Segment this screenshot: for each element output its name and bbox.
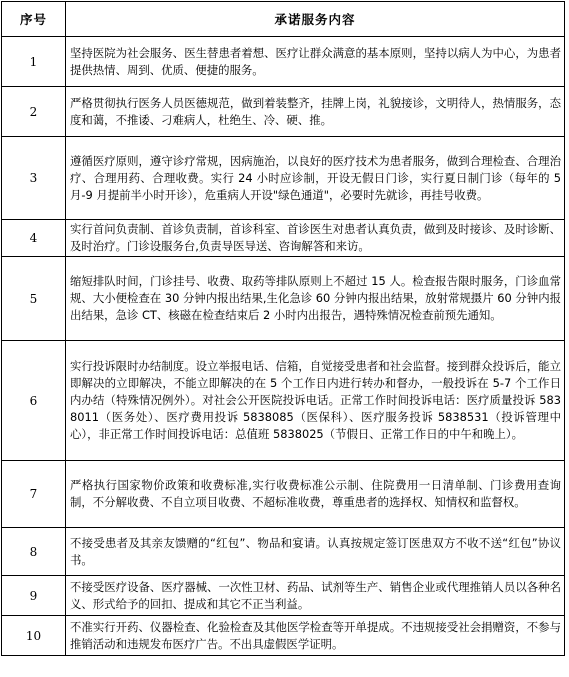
table-row [2, 528, 565, 576]
table-row [2, 87, 565, 137]
header-serial-number: 序号 [2, 2, 66, 37]
row-number: 7 [2, 461, 66, 528]
row-number: 2 [2, 87, 66, 137]
row-content: 实行投诉限时办结制度。设立举报电话、信箱，自觉接受患者和社会监督。接到群众投诉后，能立即解决的立即解决，不能立即解决的在 5 个工作日内进行转办和督办，一般投诉在 5-7 个工作日内办结（特殊情况例外）。对社会公开医院投诉电话。正常工作时间投诉电话：医疗质量投诉 5838011（医务处）、医疗费用投诉 5838085（医保科）、医疗服务投诉 5838531（投诉管理中心），非正常工作时间投诉电话：总值班 5838025（节假日、正常工作日的中午和晚上）。 [66, 341, 565, 461]
table-row [2, 576, 565, 616]
commitment-table [1, 1, 565, 656]
row-number: 1 [2, 37, 66, 87]
table-row [2, 137, 565, 220]
row-content: 缩短排队时间，门诊挂号、收费、取药等排队原则上不超过 15 人。检查报告限时服务，门诊血常规、大小便检查在 30 分钟内报出结果,生化急诊 60 分钟内报出结果，放射常规摄片 60 分钟内报出结果，急诊 CT、核磁在检查结束后 2 小时内出报告，遇特殊情况检查前预先通知。 [66, 257, 565, 341]
table-row [2, 461, 565, 528]
table-row [2, 37, 565, 87]
row-content: 实行首问负责制、首诊负责制，首诊科室、首诊医生对患者认真负责，做到及时接诊、及时诊断、及时治疗。门诊设服务台,负责导医导送、咨询解答和来访。 [66, 220, 565, 257]
table-header-row [2, 2, 565, 37]
row-number: 5 [2, 257, 66, 341]
row-content: 不接受医疗设备、医疗器械、一次性卫材、药品、试剂等生产、销售企业或代理推销人员以各种名义、形式给予的回扣、提成和其它不正当利益。 [66, 576, 565, 616]
row-number: 8 [2, 528, 66, 576]
row-content: 坚持医院为社会服务、医生替患者着想、医疗让群众满意的基本原则，坚持以病人为中心，为患者提供热情、周到、优质、便捷的服务。 [66, 37, 565, 87]
row-number: 6 [2, 341, 66, 461]
row-content: 严格贯彻执行医务人员医德规范，做到着装整齐，挂牌上岗，礼貌接诊，文明待人，热情服务，态度和蔼，不推诿、刁难病人，杜绝生、冷、硬、推。 [66, 87, 565, 137]
table-row [2, 341, 565, 461]
row-number: 3 [2, 137, 66, 220]
row-content: 不接受患者及其亲友馈赠的“红包”、物品和宴请。认真按规定签订医患双方不收不送“红包”协议书。 [66, 528, 565, 576]
row-number: 9 [2, 576, 66, 616]
row-content: 遵循医疗原则，遵守诊疗常规，因病施治，以良好的医疗技术为患者服务，做到合理检查、合理治疗、合理用药、合理收费。实行 24 小时应诊制，开设无假日门诊，实行夏日制门诊（每年的 5 月-9 月提前半小时开诊），危重病人开设"绿色通道"，必要时先就诊，再挂号收费。 [66, 137, 565, 220]
row-content: 不准实行开药、仪器检查、化验检查及其他医学检查等开单提成。不违规接受社会捐赠资，不参与推销活动和违规发布医疗广告。不出具虚假医学证明。 [66, 616, 565, 656]
row-number: 10 [2, 616, 66, 656]
row-content: 严格执行国家物价政策和收费标准,实行收费标准公示制、住院费用一日清单制、门诊费用查询制，不分解收费、不自立项目收费、不超标准收费，尊重患者的选择权、知情权和监督权。 [66, 461, 565, 528]
row-number: 4 [2, 220, 66, 257]
table-row [2, 616, 565, 656]
service-commitment-document [1, 1, 564, 656]
table-row [2, 220, 565, 257]
header-commitment-content: 承诺服务内容 [66, 2, 565, 37]
table-row [2, 257, 565, 341]
